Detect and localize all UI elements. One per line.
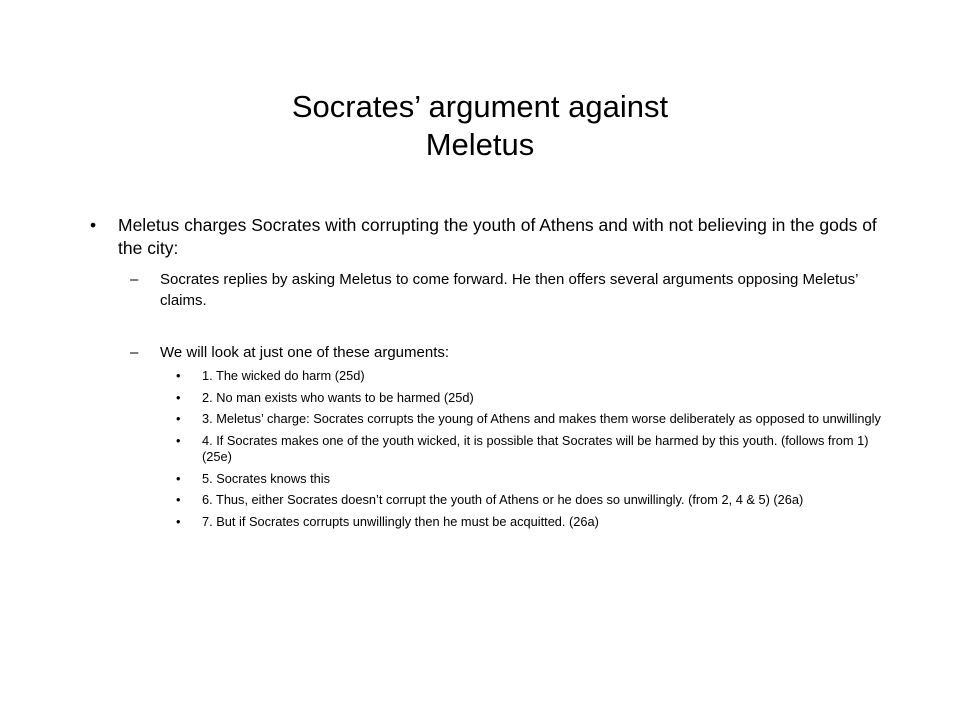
sub-point [90,269,890,311]
slide-title-line-1: Socrates’ argument against [291,89,669,124]
argument-step [90,471,890,488]
argument-step-text: 5. Socrates knows this [202,470,331,486]
argument-step-text: 3. Meletus’ charge: Socrates corrupts the young of Athens and makes them worse deliberately as opposed to unwillingly [202,411,881,426]
argument-step [90,433,890,466]
bullet-icon: • [176,470,181,486]
sub-point [90,342,890,363]
argument-step [90,492,890,509]
slide-body [90,214,890,530]
slide-title [96,88,864,164]
slide-title-line-2: Meletus [425,127,535,162]
argument-step [90,514,890,531]
argument-step [90,368,890,385]
dash-icon: – [130,271,139,288]
dash-icon: – [130,344,139,361]
bullet-icon: • [176,492,181,507]
argument-step-text: 2. No man exists who wants to be harmed (25d) [202,389,474,405]
argument-step-text: 7. But if Socrates corrupts unwillingly then he must be acquitted. (26a) [202,513,599,529]
bullet-icon: • [176,389,181,405]
bullet-icon: • [90,215,97,235]
main-bullet-text: Meletus charges Socrates with corrupting the youth of Athens and with not believing in the gods of the city: [118,215,877,258]
argument-step-text: 1. The wicked do harm (25d) [202,368,365,383]
sub-point-text: Socrates replies by asking Meletus to come forward. He then offers several arguments opposing Meletus’ claims. [160,271,858,309]
bullet-icon: • [176,411,181,426]
argument-step [90,390,890,407]
argument-step-text: 4. If Socrates makes one of the youth wicked, it is possible that Socrates will be harmed by this youth. (follows from 1) (25e) [202,432,869,464]
argument-steps-list [90,368,890,530]
bullet-icon: • [176,432,181,448]
argument-step-text: 6. Thus, either Socrates doesn’t corrupt the youth of Athens or he does so unwillingly. (from 2, 4 & 5) (26a) [202,492,804,507]
bullet-icon: • [176,513,181,529]
bullet-icon: • [176,368,181,383]
main-bullet-point [90,214,890,260]
argument-step [90,411,890,428]
sub-point-text: We will look at just one of these arguments: [160,344,450,361]
